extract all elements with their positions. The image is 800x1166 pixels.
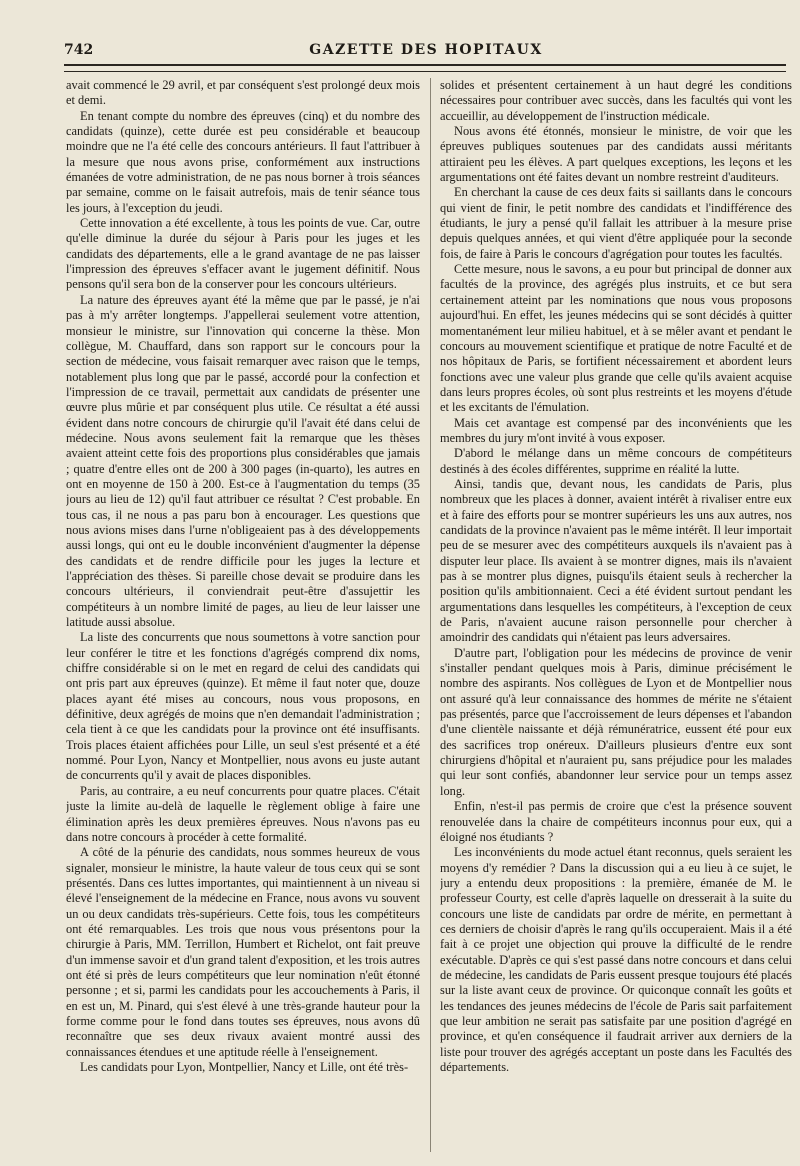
paragraph: A côté de la pénurie des candidats, nous sommes heureux de vous signaler, monsieur le ministre, la haute valeur de tous ceux qui se sont présentés. Dans ces luttes importantes, qui maintiennent à un niveau si élevé l'enseignement de la médecine en France, nous avons vu souvent un ou deux candidats très-supérieurs. Cette fois, tous les compétiteurs ont été remarquables. Les trois que nous vous présentons pour la chirurgie à Paris, MM. Terrillon, Humbert et Richelot, ont fait preuve d'un immense savoir et d'un grand talent d'exposition, et les trois autres ont été si près de leurs compétiteurs que leur nomination n'eût étonné personne ; et si, parmi les candidats pour les accouchements à Paris, il en est un, M. Pinard, qui s'est élevé à une très-grande hauteur pour la forme comme pour le fond dans toutes ses épreuves, nous avons dû reconnaître que ses deux rivaux avaient montré aussi des connaissances étendues et une aptitude réelle à l'enseignement. bbox=[66, 845, 420, 1059]
header-rule bbox=[64, 64, 786, 72]
paragraph: avait commencé le 29 avril, et par conséquent s'est prolongé deux mois et demi. bbox=[66, 78, 420, 108]
paragraph: Mais cet avantage est compensé par des inconvénients que les membres du jury m'ont invité à vous exposer. bbox=[440, 415, 792, 445]
paragraph: La nature des épreuves ayant été la même que par le passé, je n'ai pas à m'y arrêter longtemps. J'appellerai seulement votre attention, monsieur le ministre, sur l'innovation qui concerne la thèse. Mon collègue, M. Chauffard, dans son rapport sur le concours pour la section de médecine, vous faisait remarquer avec raison que le temps, notablement plus long que par le passé, accordé pour la confection et l'impression de ce travail, permettait aux candidats de présenter une œuvre plus mûrie et par conséquent plus utile. Ce résultat a été aussi évident dans notre concours de chirurgie qu'il l'avait été dans celui de médecine. Nous avons seulement fait la remarque que les thèses avaient atteint cette fois des proportions plus considérables que jamais ; quatre d'entre elles ont de 200 à 300 pages (in-quarto), les autres en ont en moyenne de 150 à 200. Est-ce à l'augmentation du temps (35 jours au lieu de 12) qu'il faut attribuer ce résultat ? C'est probable. En tous cas, il ne nous a pas paru bon à encourager. Les questions que nous avions mises dans l'urne n'obligeaient pas à des développements aussi longs, qui ont eu le double inconvénient d'augmenter la dépense des candidats et de rendre difficile pour les juges la lecture et l'appréciation des thèses. Si pareille chose devait se produire dans les concours ultérieurs, il conviendrait peut-être d'assujettir les compétiteurs à un nombre limité de pages, au lieu de leur laisser une latitude aussi absolue. bbox=[66, 292, 420, 630]
paragraph: solides et présentent certainement à un haut degré les conditions nécessaires pour contribuer avec succès, dans les facultés qui vont les accueillir, au développement de l'instruction médicale. bbox=[440, 78, 792, 123]
paragraph: D'autre part, l'obligation pour les médecins de province de venir s'installer pendant quelques mois à Paris, diminue précisément le nombre des aspirants. Nos collègues de Lyon et de Montpellier nous ont assuré qu'à leur connaissance des hommes de mérite ne s'étaient pas présentés, parce que l'accroissement de leurs dépenses et l'abandon d'une clientèle naissante et déjà rémunératrice, eussent été pour eux des sacrifices trop onéreux. D'ailleurs plusieurs d'entre eux sont chirurgiens d'hôpital et n'auraient pu, sans préjudice pour les malades qui leur sont confiés, abandonner leur service pour un temps assez long. bbox=[440, 645, 792, 798]
left-column bbox=[66, 78, 420, 1152]
page-number: 742 bbox=[64, 42, 94, 58]
paragraph: Nous avons été étonnés, monsieur le ministre, de voir que les épreuves publiques soutenues par des candidats aussi méritants attiraient peu les élèves. A part quelques exceptions, les leçons et les argumentations ont été faites devant un nombre restreint d'auditeurs. bbox=[440, 124, 792, 185]
paragraph: Ainsi, tandis que, devant nous, les candidats de Paris, plus nombreux que les places à donner, avaient intérêt à rivaliser entre eux et à faire des efforts pour se montrer supérieurs les uns aux autres, nos candidats de la province n'avaient pas le même intérêt. Il leur importait peu de se mesurer avec des compétiteurs auxquels ils n'avaient pas à disputer leur place. Ils avaient à se montrer dignes, mais ils n'avaient pas à se montrer plus dignes, puisqu'ils étaient seuls à rechercher la position qu'ils ambitionnaient. Ceci a été évident surtout pendant les argumentations dans lesquelles les compétiteurs, à l'exception de ceux de Paris, n'avaient aucune raison personnelle pour chercher à amoindrir des candidats qui n'étaient pas leurs adversaires. bbox=[440, 476, 792, 645]
paragraph: D'abord le mélange dans un même concours de compétiteurs destinés à des écoles différentes, supprime en réalité la lutte. bbox=[440, 446, 792, 476]
journal-title: GAZETTE DES HOPITAUX bbox=[309, 42, 543, 58]
paragraph: Cette mesure, nous le savons, a eu pour but principal de donner aux facultés de la province, des agrégés plus instruits, et ce but sera certainement atteint par les nominations que nous vous proposons aujourd'hui. En effet, les jeunes médecins qui se sont décidés à quitter momentanément leur milieu habituel, et à se mêler avant et pendant le concours au mouvement scientifique et pratique de notre Faculté et de nos hôpitaux de Paris, se fortifient nécessairement et abordent leurs fonctions avec une valeur plus grande que celle qu'ils avaient acquise dans leurs propres écoles, où sont plus restreints et les moyens d'étude et les excitants de l'émulation. bbox=[440, 262, 792, 415]
page-header bbox=[64, 40, 788, 62]
paragraph: Enfin, n'est-il pas permis de croire que c'est la présence souvent renouvelée dans la chaire de compétiteurs inconnus pour eux, qui a éloigné nos étudiants ? bbox=[440, 799, 792, 844]
paragraph: Cette innovation a été excellente, à tous les points de vue. Car, outre qu'elle diminue la durée du séjour à Paris pour les juges et les candidats des départements, elle a le grand avantage de ne pas laisser l'impression des épreuves s'effacer avant le jugement définitif. Nous pensons qu'il sera bon de la conserver pour les concours ultérieurs. bbox=[66, 216, 420, 292]
paragraph: Les inconvénients du mode actuel étant reconnus, quels seraient les moyens d'y remédier ? Dans la discussion qui a eu lieu à ce sujet, le jury a entendu deux propositions : la première, émanée de M. le professeur Courty, est celle d'après laquelle on dresserait à la suite du concours une liste de candidats par ordre de mérite, en permettant à ces derniers de choisir d'après le rang qu'ils occuperaient. Mais il a été fait à ce projet une objection qui prouve la difficulté de le rendre exécutable. D'après ce qui s'est passé dans notre concours et dans celui de médecine, les candidats de Paris eussent presque toujours été placés sur la liste avant ceux de province. Or quiconque connaît les goûts et les tendances des jeunes médecins de l'école de Paris sait parfaitement que leur ambition ne serait pas satisfaite par une position d'agrégé en province, et qu'en conséquence il faudrait arriver aux derniers de la liste pour trouver des agrégés acceptant un poste dans les Facultés des départements. bbox=[440, 845, 792, 1074]
paragraph: La liste des concurrents que nous soumettons à votre sanction pour leur conférer le titre et les fonctions d'agrégés comprend dix noms, chiffre considérable si on le met en regard de celui des candidats qui ont pris part aux épreuves (quinze). Et même il faut noter que, douze places ayant été mises au concours, nous vous proposons, en définitive, deux agrégés de moins que n'en demandait l'administration ; cela tient à ce que les candidats pour la province ont été insuffisants. Trois places étaient affichées pour Lille, un seul s'est présenté et a été nommé. Pour Lyon, Nancy et Montpellier, nous avons eu juste autant de concurrents qu'il y avait de places disponibles. bbox=[66, 630, 420, 783]
right-column bbox=[440, 78, 792, 1152]
column-divider bbox=[430, 78, 431, 1152]
paragraph: Les candidats pour Lyon, Montpellier, Nancy et Lille, ont été très- bbox=[80, 1060, 409, 1074]
paragraph: Paris, au contraire, a eu neuf concurrents pour quatre places. C'était juste la limite au-delà de laquelle le règlement oblige à faire une élimination après les deux premières épreuves. Nous n'avons pas eu dans notre concours à procéder à cette formalité. bbox=[66, 783, 420, 844]
paragraph: En cherchant la cause de ces deux faits si saillants dans le concours qui vient de finir, le petit nombre des candidats et l'indifférence des étudiants, le jury a pensé qu'il fallait les attribuer à la mesure prise depuis quelques années, et qui vient d'être appliquée pour la seconde fois, de faire à Paris le concours d'agrégation pour toutes les facultés. bbox=[440, 185, 792, 261]
paragraph: En tenant compte du nombre des épreuves (cinq) et du nombre des candidats (quinze), cette durée est peu considérable et beaucoup moindre que ne l'a été celle des concours antérieurs. Il faut l'attribuer à la mesure que nous avons prise, conformément aux instructions émanées de votre administration, de ne pas nous borner à trois séances par semaine, comme on le faisait autrefois, mais de tenir séance tous les jours, à l'exception du jeudi. bbox=[66, 108, 420, 215]
